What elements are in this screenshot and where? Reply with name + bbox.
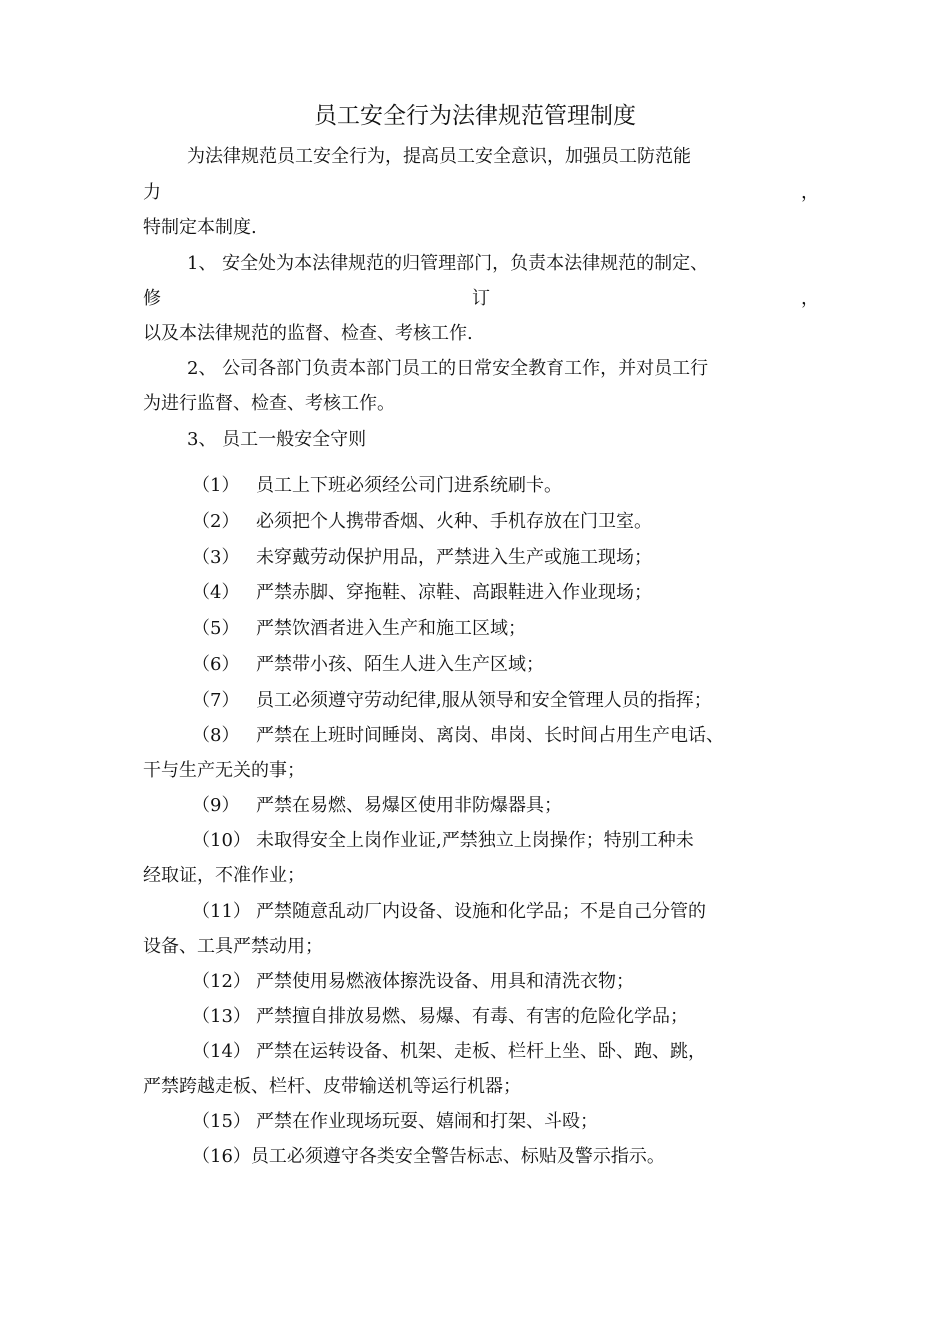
item-text: 严禁使用易燃液体擦洗设备、用具和清洗衣物； — [256, 971, 634, 992]
item-text: 严禁随意乱动厂内设备、设施和化学品；不是自己分管的 — [256, 901, 706, 922]
list-item-continuation: 严禁跨越走板、栏杆、皮带输送机等运行机器； — [143, 1076, 521, 1097]
item-number: （4） — [192, 582, 240, 603]
list-item — [192, 897, 819, 927]
section-2-line-2: 为进行监督、检查、考核工作。 — [143, 393, 395, 414]
section-2-line-1: 2、 公司各部门负责本部门员工的日常安全教育工作，并对员工行 — [187, 358, 709, 379]
intro-line-2-end: ， — [801, 182, 819, 203]
item-number: （13） — [192, 1006, 251, 1027]
item-text: 严禁擅自排放易燃、易爆、有毒、有害的危险化学品； — [256, 1006, 688, 1027]
list-item — [192, 791, 819, 821]
list-item — [192, 721, 819, 751]
section-1-line-2-a: 修 — [143, 288, 161, 309]
section-1-line-2-b: 订 — [472, 288, 490, 309]
list-item — [192, 967, 819, 997]
list-item-continuation: 设备、工具严禁动用； — [143, 936, 323, 957]
list-item-continuation: 经取证，不准作业； — [143, 865, 305, 886]
item-number: （7） — [192, 690, 240, 711]
list-item — [192, 650, 819, 680]
item-number: （1） — [192, 475, 240, 496]
list-item — [192, 578, 819, 608]
section-1-line-3: 以及本法律规范的监督、检查、考核工作. — [143, 323, 473, 344]
section-1-line-1: 1、 安全处为本法律规范的归管理部门，负责本法律规范的制定、 — [187, 253, 709, 274]
list-item — [192, 826, 819, 856]
item-text: 严禁在运转设备、机架、走板、栏杆上坐、卧、跑、跳， — [256, 1041, 706, 1062]
item-number: （2） — [192, 511, 240, 532]
document-title: 员工安全行为法律规范管理制度 — [314, 103, 636, 129]
item-number: （8） — [192, 725, 240, 746]
list-item: （16）员工必须遵守各类安全警告标志、标贴及警示指示。 — [192, 1146, 665, 1167]
list-item — [192, 1037, 819, 1067]
item-number: （5） — [192, 618, 240, 639]
intro-line-2-start: 力 — [143, 182, 161, 203]
list-item — [192, 1107, 819, 1137]
item-text: 员工必须遵守劳动纪律,服从领导和安全管理人员的指挥； — [256, 690, 712, 711]
section-1-line-2-c: ， — [801, 288, 819, 309]
list-item — [192, 471, 819, 501]
item-number: （12） — [192, 971, 251, 992]
intro-line-1: 为法律规范员工安全行为，提高员工安全意识，加强员工防范能 — [187, 146, 691, 167]
intro-line-3: 特制定本制度. — [143, 217, 257, 238]
item-text: 严禁赤脚、穿拖鞋、凉鞋、高跟鞋进入作业现场； — [256, 582, 652, 603]
item-number: （11） — [192, 901, 251, 922]
item-text: 严禁在易燃、易爆区使用非防爆器具； — [256, 795, 562, 816]
list-item — [192, 543, 819, 573]
list-item-continuation: 干与生产无关的事； — [143, 760, 305, 781]
item-number: （10） — [192, 830, 251, 851]
item-text: 严禁饮酒者进入生产和施工区域； — [256, 618, 526, 639]
item-number: （6） — [192, 654, 240, 675]
list-item — [192, 686, 819, 716]
item-number: （14） — [192, 1041, 251, 1062]
item-text: 未穿戴劳动保护用品，严禁进入生产或施工现场； — [256, 547, 652, 568]
item-number: （9） — [192, 795, 240, 816]
item-text: 严禁带小孩、陌生人进入生产区域； — [256, 654, 544, 675]
list-item — [192, 614, 819, 644]
list-item — [192, 507, 819, 537]
intro-line-2 — [143, 178, 819, 208]
item-number: （15） — [192, 1111, 251, 1132]
section-1-line-2 — [143, 284, 819, 314]
item-text: 必须把个人携带香烟、火种、手机存放在门卫室。 — [256, 511, 652, 532]
item-text: 未取得安全上岗作业证,严禁独立上岗操作；特别工种未 — [256, 830, 694, 851]
list-item — [192, 1002, 819, 1032]
item-text: 员工上下班必须经公司门进系统刷卡。 — [256, 475, 562, 496]
item-number: （3） — [192, 547, 240, 568]
item-text: 严禁在作业现场玩耍、嬉闹和打架、斗殴； — [256, 1111, 598, 1132]
item-text: 严禁在上班时间睡岗、离岗、串岗、长时间占用生产电话、 — [256, 725, 724, 746]
section-3-heading: 3、 员工一般安全守则 — [187, 429, 367, 450]
